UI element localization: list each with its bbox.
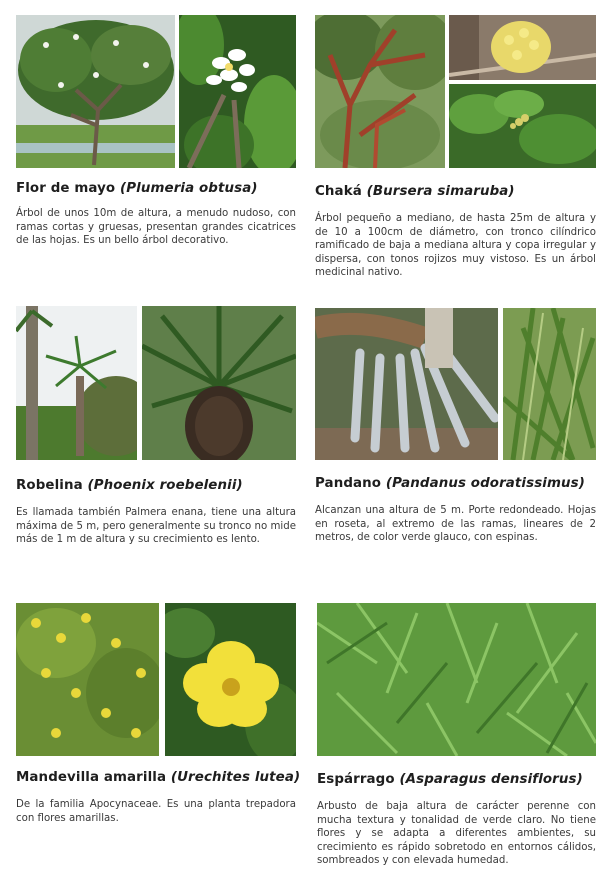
scientific-name: (Phoenix roebelenii) <box>87 478 243 493</box>
plant-title-robelina <box>16 478 243 493</box>
phoenix-garden-photo <box>16 306 137 460</box>
plant-description-pandano: Alcanzan una altura de 5 m. Porte redondeado. Hojas en roseta, al extremo de las ramas, lineares de 2 metros, de color verde glauco, con espinas. <box>315 505 596 544</box>
plant-title-chaka <box>315 184 515 199</box>
common-name: Flor de mayo <box>16 181 116 196</box>
plant-description-robelina: Es llamada también Palmera enana, tiene una altura máxima de 5 m, pero generalmente su tronco no mide más de 1 m de altura y su crecimiento es lento. <box>16 507 296 546</box>
pandanus-roots-photo <box>315 308 498 460</box>
phoenix-crown-photo <box>142 306 296 460</box>
plant-title-mandevilla <box>16 770 300 785</box>
urechites-shrub-photo <box>16 603 159 756</box>
pandanus-leaves-photo <box>503 308 596 460</box>
urechites-flower-photo <box>165 603 296 756</box>
bursera-trunk-photo <box>315 15 445 168</box>
plumeria-tree-photo <box>16 15 175 168</box>
plant-title-esparrago <box>317 772 583 787</box>
plant-description-chaka: Árbol pequeño a mediano, de hasta 25m de altura y de 10 a 100cm de diámetro, con tronco cilíndrico ramificado de baja a mediana altura y copa irregular y dispersa, con tonos rojizos muy vistoso. Es un árbol medicinal nativo. <box>315 213 596 279</box>
common-name: Espárrago <box>317 772 395 787</box>
asparagus-photo <box>317 603 596 756</box>
scientific-name: (Bursera simaruba) <box>366 184 515 199</box>
bursera-leaves-photo <box>449 84 596 168</box>
plant-title-pandano <box>315 476 585 491</box>
common-name: Pandano <box>315 476 382 491</box>
common-name: Chaká <box>315 184 362 199</box>
common-name: Robelina <box>16 478 83 493</box>
scientific-name: (Pandanus odoratissimus) <box>385 476 585 491</box>
scientific-name: (Plumeria obtusa) <box>120 181 258 196</box>
scientific-name: (Urechites lutea) <box>170 770 301 785</box>
plant-description-mandevilla: De la familia Apocynaceae. Es una planta trepadora con flores amarillas. <box>16 799 296 824</box>
scientific-name: (Asparagus densiflorus) <box>399 772 583 787</box>
common-name: Mandevilla amarilla <box>16 770 167 785</box>
plant-title-flor-de-mayo <box>16 181 258 196</box>
plant-description-esparrago: Arbusto de baja altura de carácter perenne con mucha textura y tonalidad de verde claro. No tiene flores y se adapta a diferentes ambientes, su crecimiento es rápido sobretodo en entornos cálidos, sombreados y con elevada humedad. <box>317 801 596 867</box>
plant-description-flor-de-mayo: Árbol de unos 10m de altura, a menudo nudoso, con ramas cortas y gruesas, presentan grandes cicatrices de las hojas. Es un bello árbol decorativo. <box>16 208 296 247</box>
bursera-flowers-photo <box>449 15 596 80</box>
plumeria-flowers-photo <box>179 15 296 168</box>
